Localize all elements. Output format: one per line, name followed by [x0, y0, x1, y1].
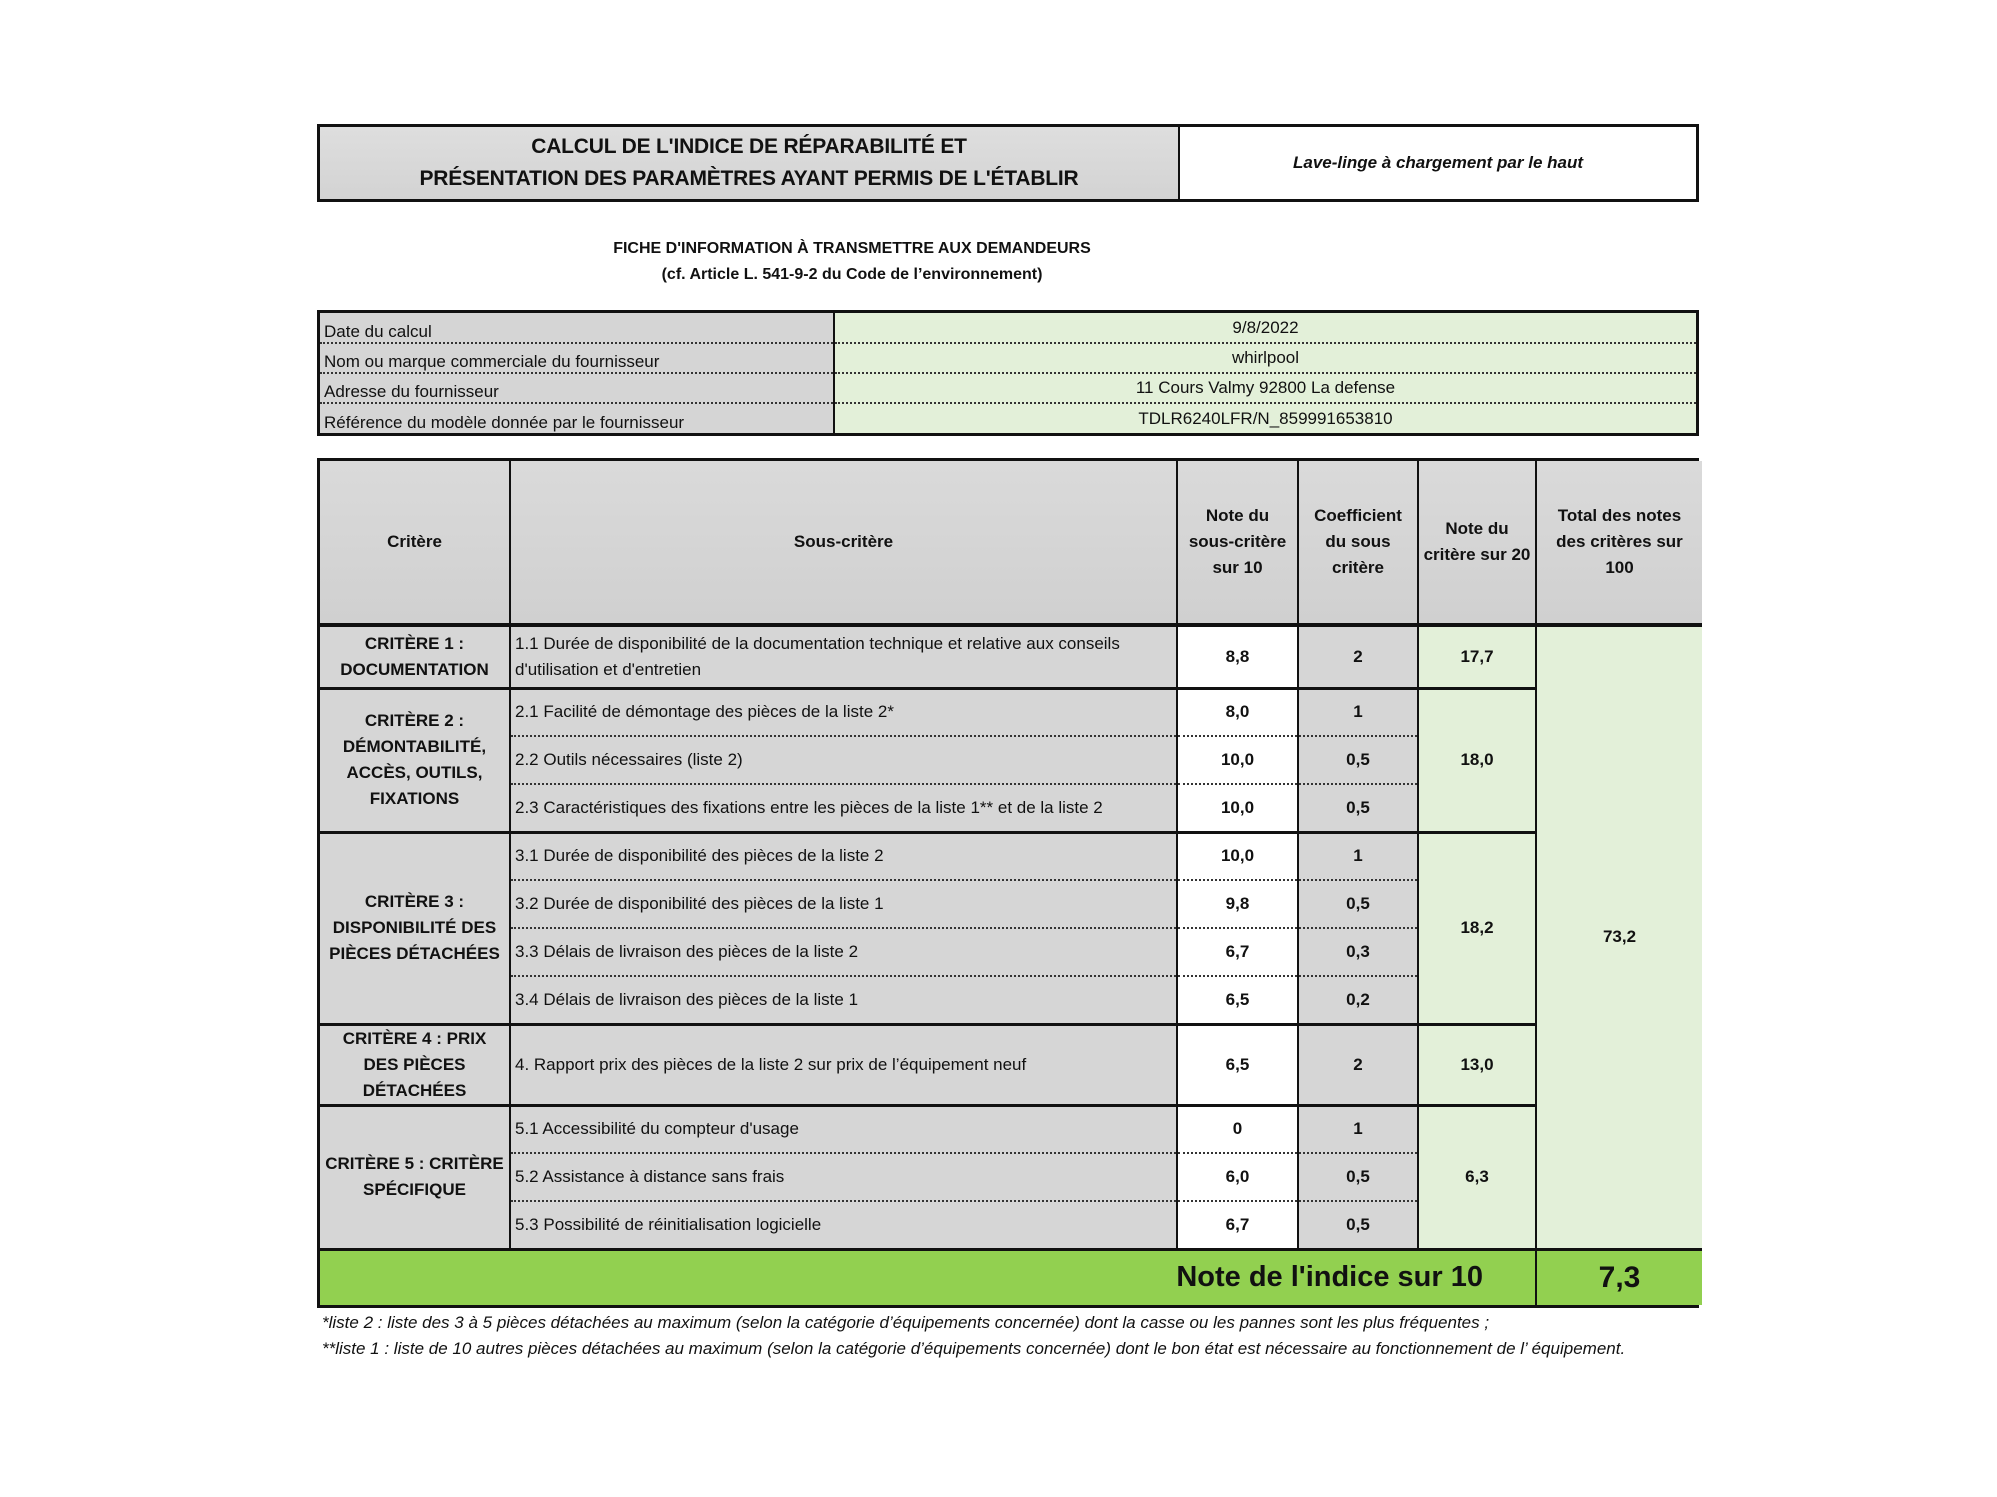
footnotes: [322, 1310, 1712, 1362]
sub-criterion-coef: 1: [1298, 1105, 1418, 1153]
info-value: TDLR6240LFR/N_859991653810: [834, 403, 1696, 433]
sub-criterion-coef: 2: [1298, 1024, 1418, 1105]
sub-criterion-coef: 0,3: [1298, 928, 1418, 976]
table-row: [320, 832, 1702, 880]
info-label: Date du calcul: [320, 313, 834, 343]
sub-criterion-label: 4. Rapport prix des pièces de la liste 2 sur prix de l’équipement neuf: [510, 1024, 1177, 1105]
total-score-100: 73,2: [1536, 625, 1702, 1249]
title-box: [317, 124, 1699, 202]
table-row: [320, 1105, 1702, 1153]
sub-criterion-label: 5.2 Assistance à distance sans frais: [510, 1153, 1177, 1201]
fiche-line-2: (cf. Article L. 541-9-2 du Code de l’environnement): [661, 266, 1043, 283]
sub-criterion-label: 5.1 Accessibilité du compteur d'usage: [510, 1105, 1177, 1153]
sub-criterion-coef: 0,5: [1298, 1153, 1418, 1201]
footnote-liste-1: **liste 1 : liste de 10 autres pièces détachées au maximum (selon la catégorie d’équipements concernée) dont le bon état est nécessaire au fonctionnement de l’ équipement.: [322, 1339, 1626, 1358]
sub-criterion-label: 5.3 Possibilité de réinitialisation logicielle: [510, 1201, 1177, 1249]
index-value: 7,3: [1536, 1249, 1702, 1305]
info-label: Nom ou marque commerciale du fournisseur: [320, 343, 834, 373]
index-label: Note de l'indice sur 10: [320, 1249, 1536, 1305]
sub-criterion-note: 9,8: [1177, 880, 1298, 928]
criterion-5-score: 6,3: [1418, 1105, 1536, 1249]
header-coefficient: Coefficient du sous critère: [1298, 461, 1418, 625]
sub-criterion-coef: 2: [1298, 625, 1418, 688]
footnote-liste-2: *liste 2 : liste des 3 à 5 pièces détachées au maximum (selon la catégorie d’équipements concernée) dont la casse ou les pannes sont les plus fréquentes ;: [322, 1313, 1490, 1332]
criterion-2-score: 18,0: [1418, 688, 1536, 832]
criterion-4-label: CRITÈRE 4 : PRIX DES PIÈCES DÉTACHÉES: [320, 1024, 510, 1105]
index-row: [320, 1249, 1702, 1305]
sub-criterion-label: 3.1 Durée de disponibilité des pièces de la liste 2: [510, 832, 1177, 880]
criterion-1-label: CRITÈRE 1 : DOCUMENTATION: [320, 625, 510, 688]
sub-criterion-note: 10,0: [1177, 784, 1298, 832]
sub-criterion-note: 8,8: [1177, 625, 1298, 688]
title-main: [320, 127, 1180, 199]
info-row-brand: [320, 343, 1696, 373]
sub-criterion-coef: 1: [1298, 832, 1418, 880]
sub-criterion-note: 6,5: [1177, 976, 1298, 1024]
header-critere: Critère: [320, 461, 510, 625]
info-row-model: [320, 403, 1696, 433]
criterion-4-score: 13,0: [1418, 1024, 1536, 1105]
sub-criterion-note: 6,7: [1177, 1201, 1298, 1249]
table-header-row: [320, 461, 1702, 625]
criterion-5-label: CRITÈRE 5 : CRITÈRE SPÉCIFIQUE: [320, 1105, 510, 1249]
table-row: [320, 688, 1702, 736]
sub-criterion-note: 6,0: [1177, 1153, 1298, 1201]
table-row: [320, 1024, 1702, 1105]
table-row: [320, 625, 1702, 688]
sub-criterion-coef: 0,5: [1298, 880, 1418, 928]
criterion-3-score: 18,2: [1418, 832, 1536, 1024]
header-sous-critere: Sous-critère: [510, 461, 1177, 625]
criterion-1-score: 17,7: [1418, 625, 1536, 688]
sub-criterion-note: 10,0: [1177, 736, 1298, 784]
info-value: whirlpool: [834, 343, 1696, 373]
sub-criterion-note: 0: [1177, 1105, 1298, 1153]
sub-criterion-coef: 0,5: [1298, 736, 1418, 784]
criterion-3-label: CRITÈRE 3 : DISPONIBILITÉ DES PIÈCES DÉTACHÉES: [320, 832, 510, 1024]
sub-criterion-label: 3.2 Durée de disponibilité des pièces de la liste 1: [510, 880, 1177, 928]
sub-criterion-coef: 0,5: [1298, 1201, 1418, 1249]
repairability-table: [317, 458, 1699, 1308]
product-type: Lave-linge à chargement par le haut: [1180, 127, 1696, 199]
header-note-critere: Note du critère sur 20: [1418, 461, 1536, 625]
info-label: Référence du modèle donnée par le fournisseur: [320, 403, 834, 433]
info-value: 11 Cours Valmy 92800 La defense: [834, 373, 1696, 403]
sub-criterion-label: 3.3 Délais de livraison des pièces de la liste 2: [510, 928, 1177, 976]
fiche-line-1: FICHE D'INFORMATION À TRANSMETTRE AUX DEMANDEURS: [613, 240, 1091, 257]
sub-criterion-label: 1.1 Durée de disponibilité de la documentation technique et relative aux conseils d'utilisation et d'entretien: [510, 625, 1177, 688]
criterion-2-label: CRITÈRE 2 : DÉMONTABILITÉ, ACCÈS, OUTILS, FIXATIONS: [320, 688, 510, 832]
sub-criterion-coef: 0,2: [1298, 976, 1418, 1024]
fiche-subtitle: [317, 236, 1387, 288]
sub-criterion-note: 8,0: [1177, 688, 1298, 736]
header-note-sous-critere: Note du sous-critère sur 10: [1177, 461, 1298, 625]
header-total: Total des notes des critères sur 100: [1536, 461, 1702, 625]
sub-criterion-note: 10,0: [1177, 832, 1298, 880]
sub-criterion-label: 2.1 Facilité de démontage des pièces de la liste 2*: [510, 688, 1177, 736]
info-row-address: [320, 373, 1696, 403]
title-line-2: PRÉSENTATION DES PARAMÈTRES AYANT PERMIS DE L'ÉTABLIR: [419, 167, 1079, 190]
supplier-info-table: [317, 310, 1699, 436]
sub-criterion-coef: 0,5: [1298, 784, 1418, 832]
sub-criterion-note: 6,5: [1177, 1024, 1298, 1105]
sub-criterion-label: 3.4 Délais de livraison des pièces de la liste 1: [510, 976, 1177, 1024]
info-value: 9/8/2022: [834, 313, 1696, 343]
info-row-date: [320, 313, 1696, 343]
title-line-1: CALCUL DE L'INDICE DE RÉPARABILITÉ ET: [531, 135, 967, 158]
sub-criterion-label: 2.3 Caractéristiques des fixations entre les pièces de la liste 1** et de la liste 2: [510, 784, 1177, 832]
sub-criterion-label: 2.2 Outils nécessaires (liste 2): [510, 736, 1177, 784]
info-label: Adresse du fournisseur: [320, 373, 834, 403]
sub-criterion-note: 6,7: [1177, 928, 1298, 976]
sub-criterion-coef: 1: [1298, 688, 1418, 736]
